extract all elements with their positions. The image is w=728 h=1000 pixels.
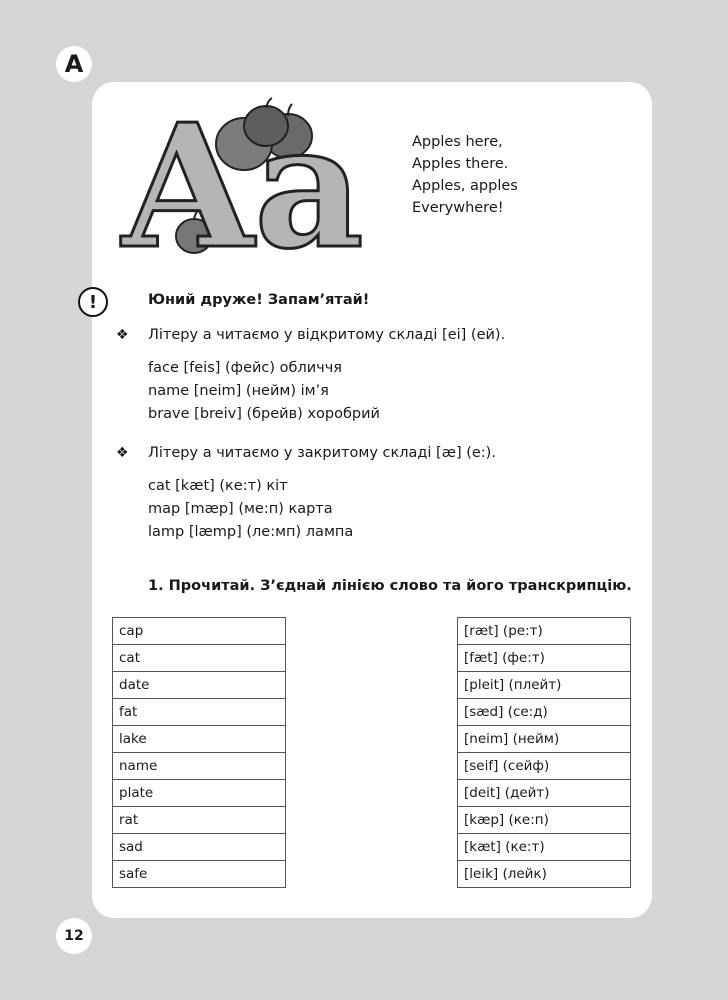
words-table xyxy=(112,617,286,888)
poem-line: Apples here, xyxy=(412,134,503,150)
example-line: name [neim] (нейм) ім’я xyxy=(148,383,329,399)
page-number: 12 xyxy=(56,918,92,954)
word-cell[interactable]: cap xyxy=(113,618,286,645)
word-cell[interactable]: fat xyxy=(113,699,286,726)
poem-line: Everywhere! xyxy=(412,200,504,216)
example-line: map [mæp] (ме:п) карта xyxy=(148,501,333,517)
transcription-cell[interactable]: [deit] (дейт) xyxy=(458,780,631,807)
example-line: cat [kæt] (ке:т) кіт xyxy=(148,478,288,494)
diamond-bullet-icon: ❖ xyxy=(116,445,129,461)
word-cell[interactable]: date xyxy=(113,672,286,699)
word-cell[interactable]: sad xyxy=(113,834,286,861)
word-cell[interactable]: cat xyxy=(113,645,286,672)
poem-line: Apples, apples xyxy=(412,178,518,194)
poem xyxy=(412,131,518,219)
transcription-cell[interactable]: [kæt] (ке:т) xyxy=(458,834,631,861)
transcription-cell[interactable]: [fæt] (фе:т) xyxy=(458,645,631,672)
exclamation-icon: ! xyxy=(78,287,108,317)
examples-closed-syllable xyxy=(148,475,353,544)
task-title: 1. Прочитай. З’єднай лінією слово та його транскрипцію. xyxy=(148,578,632,594)
rule-text: Літеру а читаємо у закритому складі [æ] (е:). xyxy=(148,445,496,461)
rule-open-syllable xyxy=(116,327,505,343)
transcriptions-table xyxy=(457,617,631,888)
remember-heading: Юний друже! Запам’ятай! xyxy=(148,292,370,308)
examples-open-syllable xyxy=(148,357,380,426)
transcription-cell[interactable]: [sæd] (се:д) xyxy=(458,699,631,726)
word-cell[interactable]: name xyxy=(113,753,286,780)
diamond-bullet-icon: ❖ xyxy=(116,327,129,343)
transcription-cell[interactable]: [seif] (сейф) xyxy=(458,753,631,780)
example-line: face [feis] (фейс) обличчя xyxy=(148,360,343,376)
transcription-cell[interactable]: [leik] (лейк) xyxy=(458,861,631,888)
corner-letter-badge: A xyxy=(56,46,92,82)
example-line: brave [breiv] (брейв) хоробрий xyxy=(148,406,380,422)
transcription-cell[interactable]: [kæp] (ке:п) xyxy=(458,807,631,834)
word-cell[interactable]: rat xyxy=(113,807,286,834)
transcription-cell[interactable]: [pleit] (плейт) xyxy=(458,672,631,699)
poem-line: Apples there. xyxy=(412,156,509,172)
example-line: lamp [læmp] (ле:мп) лампа xyxy=(148,524,354,540)
word-cell[interactable]: lake xyxy=(113,726,286,753)
word-cell[interactable]: safe xyxy=(113,861,286,888)
transcription-cell[interactable]: [ræt] (ре:т) xyxy=(458,618,631,645)
word-cell[interactable]: plate xyxy=(113,780,286,807)
big-letters-aa-illustration xyxy=(116,96,396,264)
transcription-cell[interactable]: [neim] (нейм) xyxy=(458,726,631,753)
rule-closed-syllable xyxy=(116,445,496,461)
rule-text: Літеру а читаємо у відкритому складі [ei] (ей). xyxy=(148,327,506,343)
big-letters-text: Aa xyxy=(122,96,365,264)
